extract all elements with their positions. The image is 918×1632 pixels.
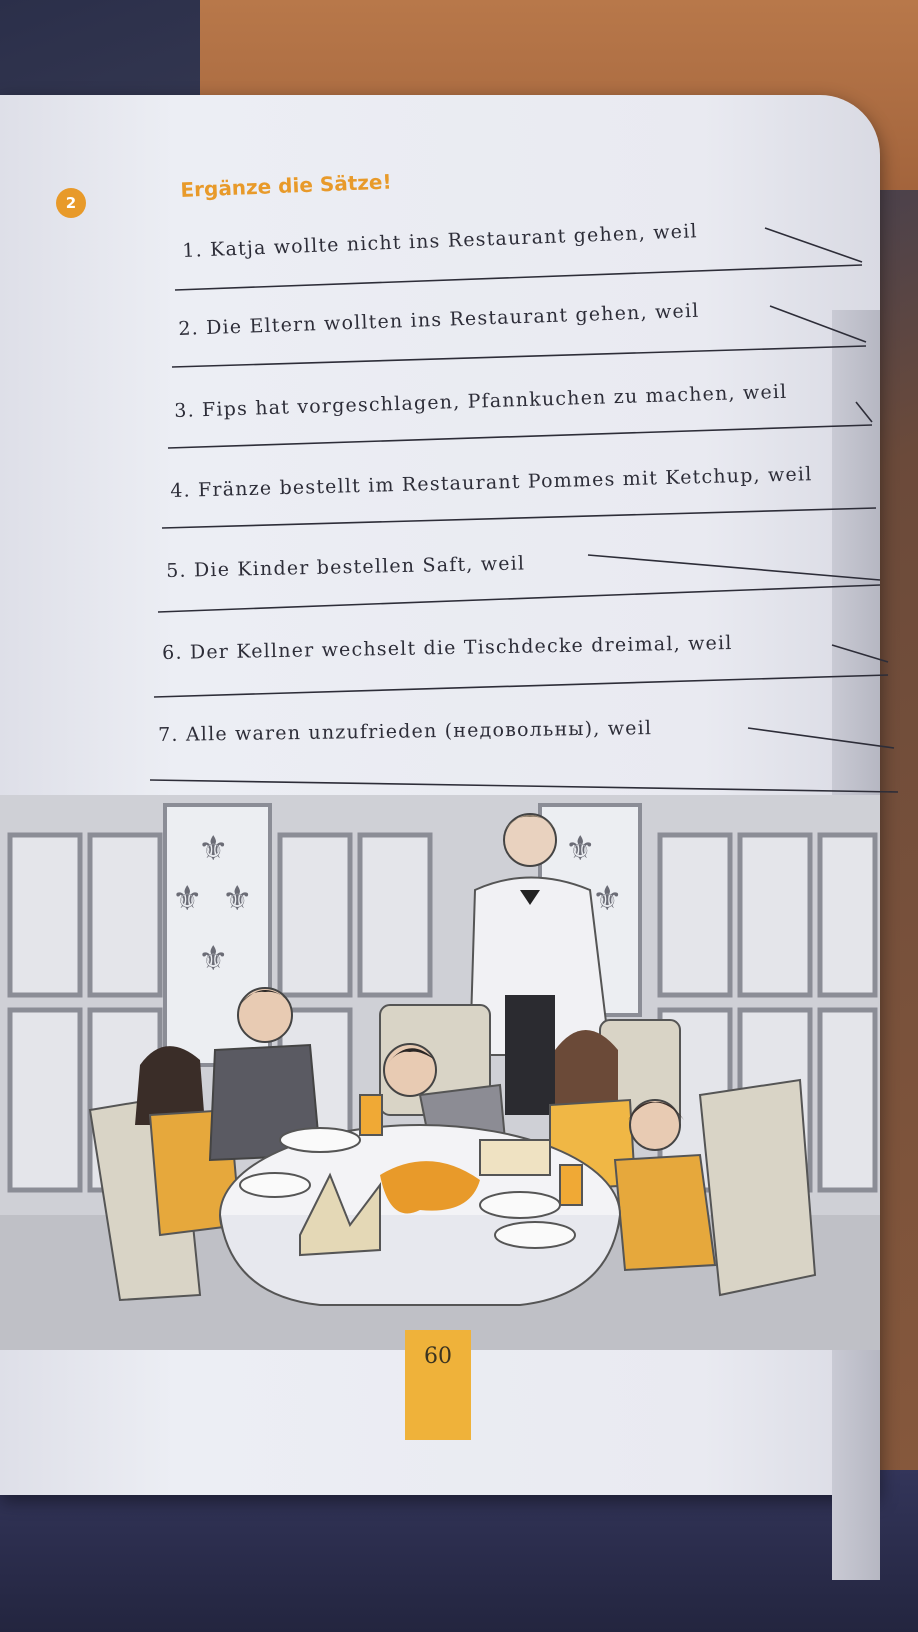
sentence-3: 3. Fips hat vorgeschlagen, Pfannkuchen zu machen, weil: [174, 380, 788, 422]
page-number: 60: [424, 1344, 452, 1369]
sentence-4: 4. Fränze bestellt im Restaurant Pommes mit Ketchup, weil: [170, 463, 813, 502]
fleur-de-lis-icon: ⚜: [222, 879, 253, 919]
sentence-2: 2. Die Eltern wollten ins Restaurant gehen, weil: [178, 299, 700, 340]
page-number-tab: [405, 1330, 471, 1440]
fleur-de-lis-icon: ⚜: [198, 829, 229, 869]
sentence-1: 1. Katja wollte nicht ins Restaurant gehen, weil: [182, 220, 699, 262]
fleur-de-lis-icon: ⚜: [198, 939, 229, 979]
fleur-de-lis-icon: ⚜: [565, 829, 596, 869]
sentence-7: 7. Alle waren unzufrieden (недовольны), weil: [158, 717, 653, 746]
restaurant-illustration: [0, 795, 880, 1350]
fleur-de-lis-icon: ⚜: [172, 879, 203, 919]
sentence-5: 5. Die Kinder bestellen Saft, weil: [166, 552, 526, 582]
exercise-heading: Ergänze die Sätze!: [180, 169, 393, 202]
sentence-6: 6. Der Kellner wechselt die Tischdecke dreimal, weil: [162, 632, 733, 664]
exercise-number-badge: 2: [56, 188, 86, 218]
fleur-de-lis-icon: ⚜: [592, 879, 623, 919]
